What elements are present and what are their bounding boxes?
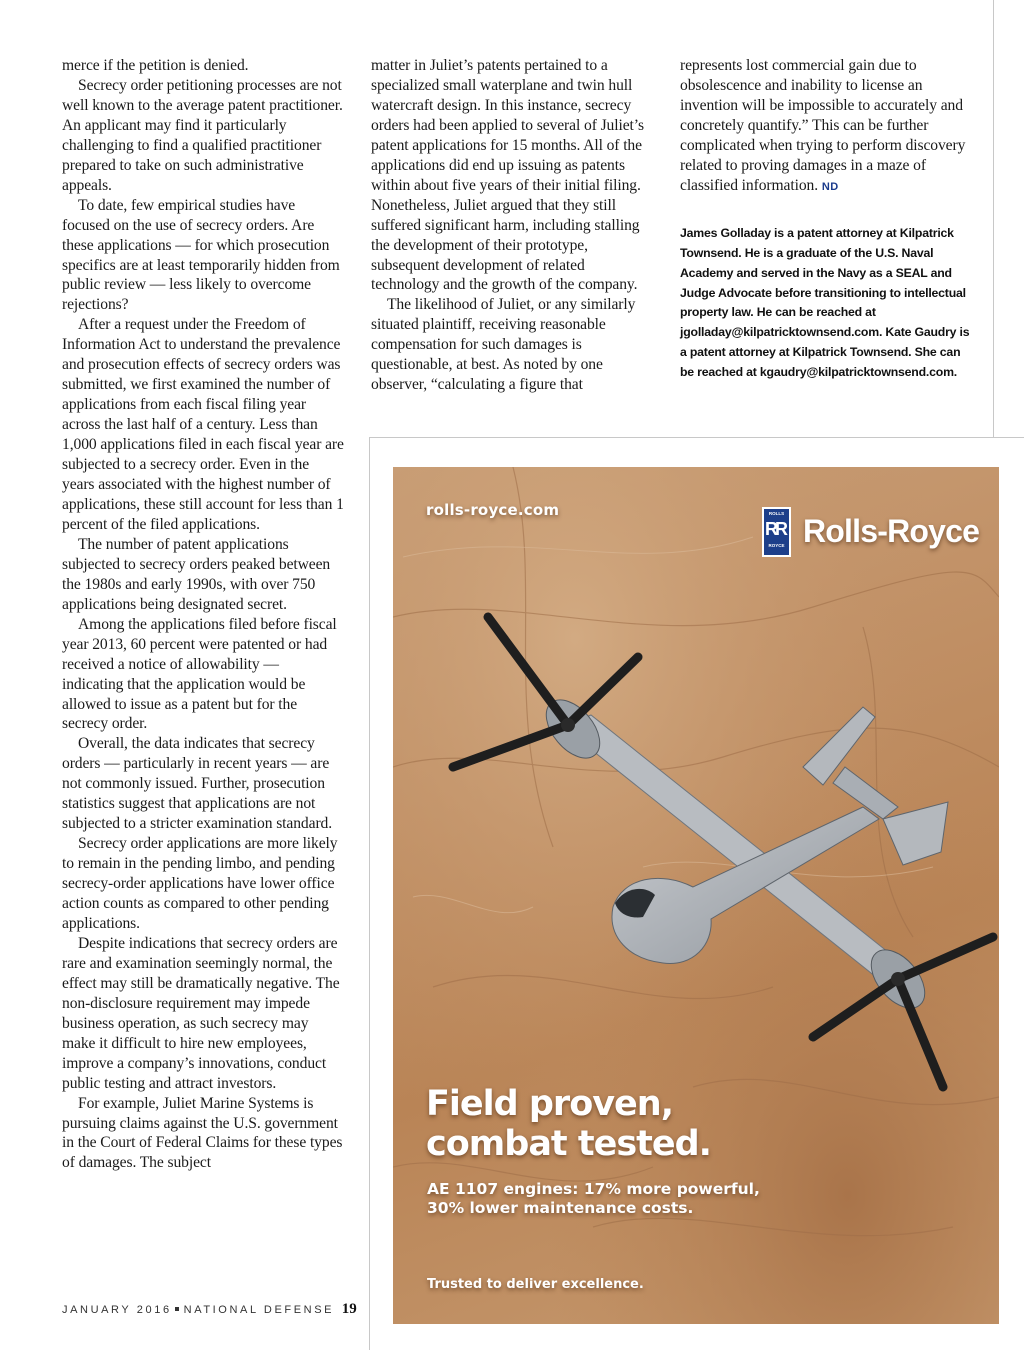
article-paragraph: The likelihood of Juliet, or any similarly situated plaintiff, receiving reasonable compensation for such damages is questionable, at best. As noted by one observer, “calculating a figure that — [371, 296, 636, 394]
ad-headline — [426, 1084, 786, 1164]
article-paragraph: The number of patent applications subjected to secrecy orders peaked between the 1980s and early 1990s, with over 750 applications being designated secret. — [62, 535, 331, 613]
article-paragraph: merce if the petition is denied. — [62, 57, 249, 74]
article-paragraph: Among the applications filed before fiscal year 2013, 60 percent were patented or had received a notice of allowability — indicating that the application would be allowed to issue as a patent but for the secrecy order. — [62, 615, 337, 733]
closing-text: represents lost commercial gain due to obsolescence and inability to license an invention will be impossible to accurately and concretely quantify.” This can be further complicated when trying to perform discovery related to proving damages in a maze of classified information. — [680, 57, 966, 194]
article-column-2 — [371, 56, 653, 395]
article-paragraph: matter in Juliet’s patents pertained to a specialized small waterplane and twin hull watercraft design. In this instance, secrecy orders had been applied to several of Juliet’s patent applications for 15 months. All of the applications did end up issuing as patents within about five years of their initial filing. Nonetheless, Juliet argued that they still suffered significant harm, including stalling the development of their prototype, subsequent development of related technology and the growth of the company. — [371, 57, 644, 294]
logo-monogram: RR — [765, 519, 785, 539]
logo-top-text: ROLLS — [768, 511, 785, 516]
rolls-royce-logo-icon — [762, 507, 791, 557]
article-closing-paragraph — [680, 56, 970, 198]
footer-separator-icon — [175, 1307, 179, 1311]
article-paragraph: After a request under the Freedom of Information Act to understand the prevalence and prosecution effects of secrecy orders was submitted, we first examined the number of applications from each fiscal filing year across the last half of a century. Less than 1,000 applications filed in each fiscal year are subjected to a secrecy order. Even in the years associated with the highest number of applications, these still account for less than 1 percent of the filed applications. — [62, 316, 344, 533]
ad-headline-line-2: combat tested. — [426, 1124, 711, 1164]
ad-tagline: Trusted to deliver excellence. — [427, 1277, 644, 1292]
article-paragraph: Overall, the data indicates that secrecy orders — particularly in recent years — are not commonly issued. Further, prosecution statistics suggest that applications are not subjected to a stricter examination standard. — [62, 735, 333, 833]
divider-vertical-left — [369, 437, 370, 1350]
article-column-3 — [680, 56, 970, 383]
ad-sub-line-1: AE 1107 engines: 17% more powerful, — [427, 1180, 760, 1198]
footer-magazine: NATIONAL DEFENSE — [183, 1304, 335, 1316]
footer-issue: JANUARY 2016 — [62, 1304, 172, 1316]
ad-brand-name: Rolls-Royce — [803, 513, 980, 549]
author-bio: James Golladay is a patent attorney at Kilpatrick Townsend. He is a graduate of the U.S. Naval Academy and served in the Navy as a SEAL and Judge Advocate before transitioning to intellectual property law. He can be reached at jgolladay@kilpatricktownsend.com. Kate Gaudry is a patent attorney at Kilpatrick Townsend. She can be reached at kgaudry@kilpatricktownsend.com. — [680, 225, 970, 380]
page-footer — [62, 1301, 357, 1318]
ad-sub-line-2: 30% lower maintenance costs. — [427, 1199, 694, 1217]
page-number: 19 — [341, 1301, 357, 1317]
article-paragraph: For example, Juliet Marine Systems is pursuing claims against the U.S. government in the Court of Federal Claims for these types of damages. The subject — [62, 1094, 343, 1172]
article-paragraph: Despite indications that secrecy orders are rare and examination seemingly normal, the effect may still be dramatically negative. The non-disclosure requirement may impede business operation, as such secrecy may make it difficult to hire new employees, improve a company’s innovations, conduct public testing and attract investors. — [62, 934, 340, 1092]
article-paragraph: Secrecy order petitioning processes are not well known to the average patent practitioner. An applicant may find it particularly challenging to find a qualified practitioner prepared to take on such administrative appeals. — [62, 76, 343, 194]
logo-bottom-text: ROYCE — [768, 543, 785, 548]
advertisement[interactable] — [393, 467, 999, 1324]
ad-subheadline — [427, 1180, 787, 1218]
article-column-1 — [62, 56, 344, 1173]
end-mark: ND — [821, 180, 839, 193]
divider-vertical-right — [993, 0, 994, 437]
ad-headline-line-1: Field proven, — [426, 1084, 674, 1124]
article-paragraph: To date, few empirical studies have focused on the use of secrecy orders. Are these applications — for which prosecution specifics are at least temporarily hidden from public review — less likely to overcome rejections? — [62, 196, 340, 314]
divider-horizontal — [369, 437, 1024, 438]
article-paragraph: Secrecy order applications are more likely to remain in the pending limbo, and pending secrecy-order applications have lower office action counts as compared to other pending applications. — [62, 835, 338, 932]
ad-url-link[interactable]: rolls-royce.com — [426, 501, 560, 519]
